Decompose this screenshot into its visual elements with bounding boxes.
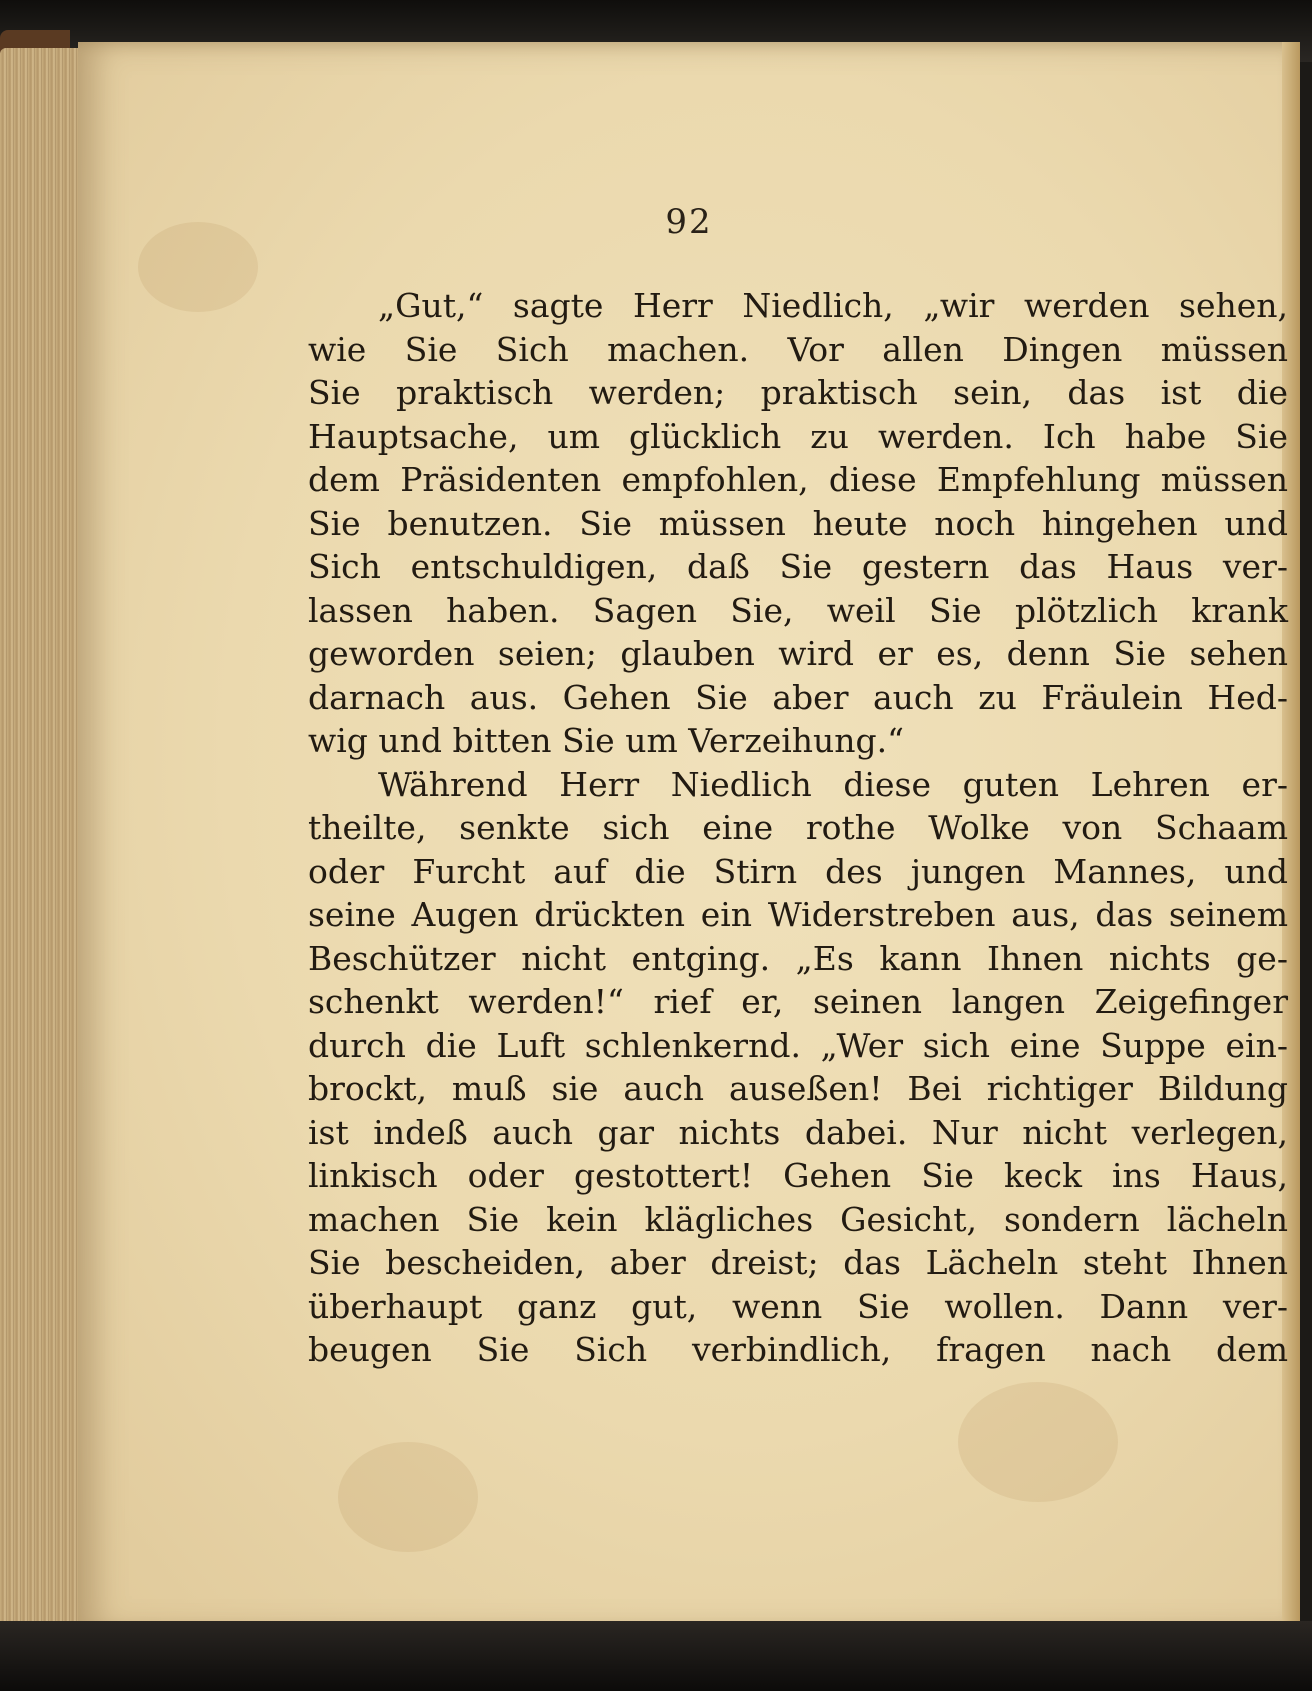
paper-stain	[338, 1442, 478, 1552]
text-line: geworden seien; glauben wird er es, denn Sie sehen	[308, 634, 1288, 673]
book-bottom-shadow	[0, 1621, 1312, 1691]
text-line: Beschützer nicht entging. „Es kann Ihnen nichts ge-	[308, 938, 1288, 978]
text-line: seine Augen drückten ein Widerstreben aus, das seinem	[308, 895, 1288, 934]
text-line: Sie benutzen. Sie müssen heute noch hingehen und	[308, 503, 1288, 543]
text-line: ist indeß auch gar nichts dabei. Nur nicht verlegen,	[308, 1112, 1288, 1152]
text-line: brockt, muß sie auch auseßen! Bei richtiger Bildung	[308, 1069, 1288, 1108]
paper-stain	[958, 1382, 1118, 1502]
book-page-edges	[0, 48, 86, 1648]
text-line: schenkt werden!“ rief er, seinen langen Zeigefinger	[308, 982, 1288, 1021]
text-line: theilte, senkte sich eine rothe Wolke von Schaam	[308, 808, 1288, 847]
text-line: Während Herr Niedlich diese guten Lehren er-	[378, 764, 1288, 804]
text-line: Sich entschuldigen, daß Sie gestern das Haus ver-	[308, 547, 1288, 586]
text-line: oder Furcht auf die Stirn des jungen Mannes, und	[308, 851, 1288, 891]
body-text	[308, 284, 1288, 1372]
text-line: Sie bescheiden, aber dreist; das Lächeln steht Ihnen	[308, 1243, 1288, 1282]
text-line: beugen Sie Sich verbindlich, fragen nach dem	[308, 1330, 1288, 1369]
text-line: Hauptsache, um glücklich zu werden. Ich habe Sie	[308, 416, 1288, 456]
text-line: wig und bitten Sie um Verzeihung.“	[308, 721, 905, 760]
text-line: Sie praktisch werden; praktisch sein, das ist die	[308, 373, 1288, 412]
book-page	[78, 42, 1300, 1632]
page-number: 92	[665, 202, 713, 242]
text-line: dem Präsidenten empfohlen, diese Empfehlung müssen	[308, 460, 1288, 499]
text-line: darnach aus. Gehen Sie aber auch zu Fräulein Hed-	[308, 677, 1288, 717]
text-line: machen Sie kein klägliches Gesicht, sondern lächeln	[308, 1199, 1288, 1239]
text-line: durch die Luft schlenkernd. „Wer sich eine Suppe ein-	[308, 1025, 1288, 1065]
text-line: wie Sie Sich machen. Vor allen Dingen müssen	[308, 329, 1288, 369]
text-line: „Gut,“ sagte Herr Niedlich, „wir werden sehen,	[378, 286, 1288, 325]
text-line: lassen haben. Sagen Sie, weil Sie plötzlich krank	[308, 590, 1288, 630]
text-line: überhaupt ganz gut, wenn Sie wollen. Dann ver-	[308, 1286, 1288, 1326]
text-line: linkisch oder gestottert! Gehen Sie keck ins Haus,	[308, 1156, 1288, 1195]
